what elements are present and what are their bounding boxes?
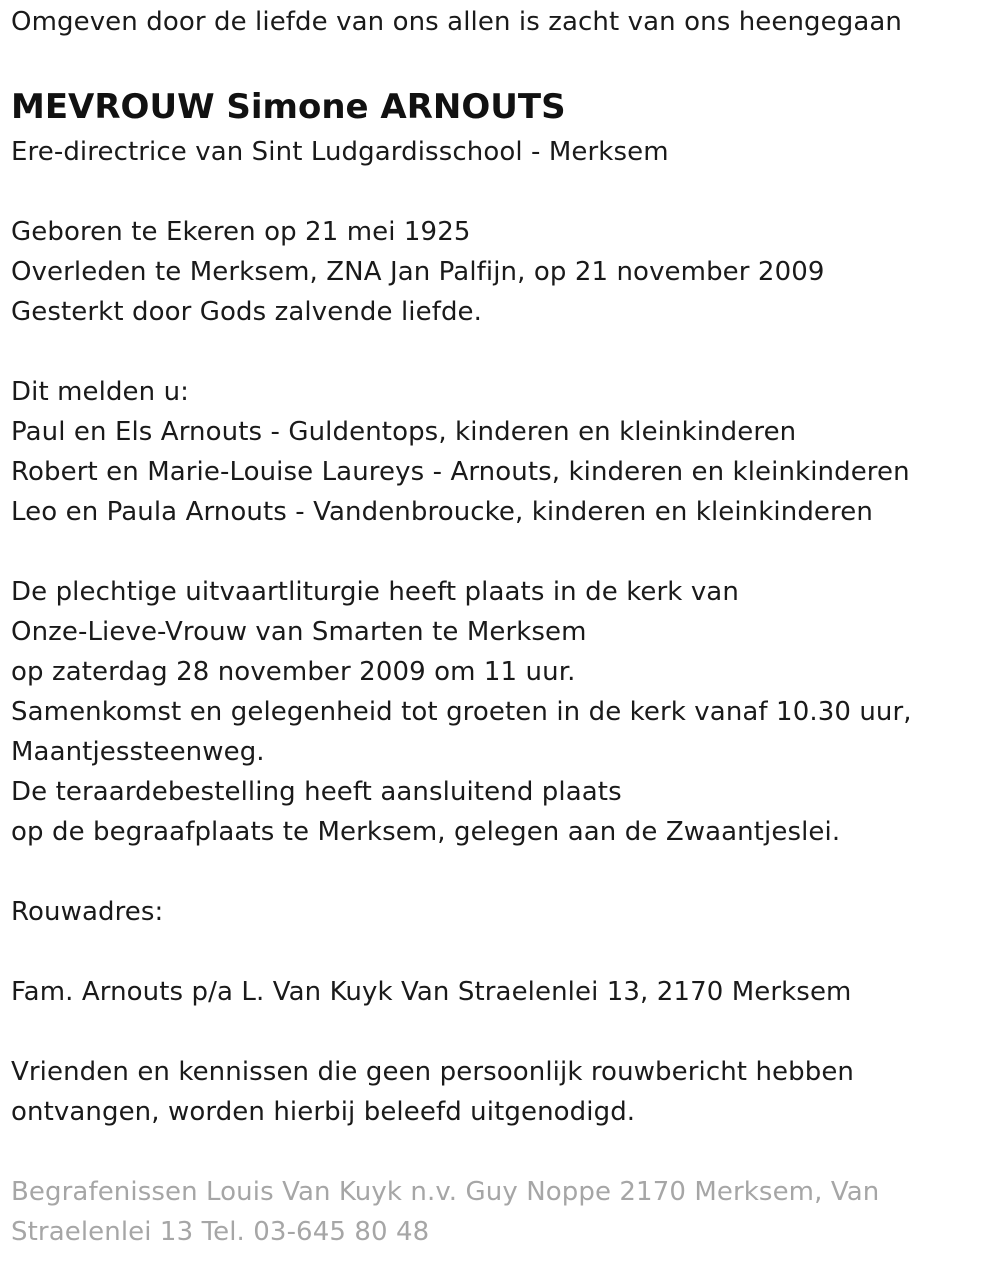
mourning-address-label: Rouwadres: xyxy=(11,897,164,927)
announcers-block xyxy=(11,372,986,532)
anointing-line: Gesterkt door Gods zalvende liefde. xyxy=(11,297,483,327)
funeral-line: Onze-Lieve-Vrouw van Smarten te Merksem xyxy=(11,617,587,647)
announcers-label: Dit melden u: xyxy=(11,377,190,407)
invitation-line: ontvangen, worden hierbij beleefd uitgenodigd. xyxy=(11,1097,636,1127)
intro-text: Omgeven door de liefde van ons allen is zacht van ons heengegaan xyxy=(11,7,902,37)
family-line: Robert en Marie-Louise Laureys - Arnouts, kinderen en kleinkinderen xyxy=(11,457,910,487)
death-notice xyxy=(11,2,986,1252)
invitation-block xyxy=(11,1052,986,1132)
footer-line: Begrafenissen Louis Van Kuyk n.v. Guy Noppe 2170 Merksem, Van xyxy=(11,1177,880,1207)
funeral-home-footer xyxy=(11,1172,986,1252)
funeral-line: De plechtige uitvaartliturgie heeft plaats in de kerk van xyxy=(11,577,739,607)
funeral-line: Maantjessteenweg. xyxy=(11,737,265,767)
footer-line: Straelenlei 13 Tel. 03-645 80 48 xyxy=(11,1217,430,1247)
funeral-line: op zaterdag 28 november 2009 om 11 uur. xyxy=(11,657,576,687)
deceased-name: MEVROUW Simone ARNOUTS xyxy=(11,87,566,127)
birth-line: Geboren te Ekeren op 21 mei 1925 xyxy=(11,217,471,247)
birth-death-block xyxy=(11,212,986,332)
funeral-line: Samenkomst en gelegenheid tot groeten in de kerk vanaf 10.30 uur, xyxy=(11,697,912,727)
death-line: Overleden te Merksem, ZNA Jan Palfijn, op 21 november 2009 xyxy=(11,257,825,287)
invitation-line: Vrienden en kennissen die geen persoonlijk rouwbericht hebben xyxy=(11,1057,855,1087)
mourning-address: Fam. Arnouts p/a L. Van Kuyk Van Straelenlei 13, 2170 Merksem xyxy=(11,977,852,1007)
family-line: Leo en Paula Arnouts - Vandenbroucke, kinderen en kleinkinderen xyxy=(11,497,873,527)
funeral-block xyxy=(11,572,986,852)
deceased-role: Ere-directrice van Sint Ludgardisschool - Merksem xyxy=(11,137,669,167)
funeral-line: op de begraafplaats te Merksem, gelegen aan de Zwaantjeslei. xyxy=(11,817,841,847)
funeral-line: De teraardebestelling heeft aansluitend plaats xyxy=(11,777,622,807)
family-line: Paul en Els Arnouts - Guldentops, kinderen en kleinkinderen xyxy=(11,417,797,447)
